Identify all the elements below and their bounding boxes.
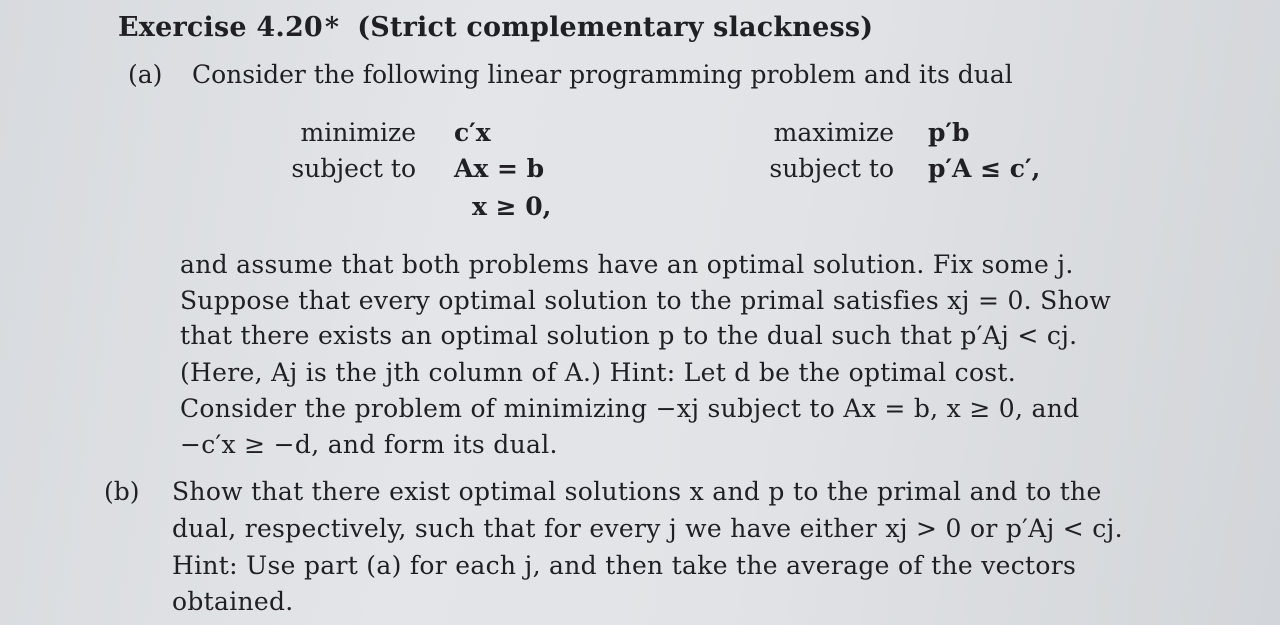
dual-objective-expression: p′b (927, 118, 970, 147)
part-a-line-5: Consider the problem of minimizing −xj subject to Ax = b, x ≥ 0, and (180, 394, 1080, 423)
exercise-star: * (324, 12, 340, 43)
part-b-label: (b) (104, 477, 140, 506)
part-a-line-6: −c′x ≥ −d, and form its dual. (180, 430, 558, 459)
exercise-subtitle: (Strict complementary slackness) (357, 12, 874, 43)
part-a-line-3: that there exists an optimal solution p to the dual such that p′Aj < cj. (180, 321, 1078, 350)
dual-objective-keyword: maximize (773, 118, 894, 147)
primal-constraint-keyword: subject to (291, 154, 416, 183)
primal-objective-expression: c′x (453, 118, 491, 147)
dual-constraint-keyword: subject to (769, 154, 894, 183)
dual-inequality-constraint: p′A ≤ c′, (927, 154, 1041, 183)
part-a-line-2: Suppose that every optimal solution to the primal satisfies xj = 0. Show (180, 286, 1112, 315)
part-b-line-4: obtained. (172, 587, 294, 616)
exercise-heading (118, 12, 873, 43)
part-a-line-1: and assume that both problems have an optimal solution. Fix some j. (180, 250, 1074, 279)
part-a-label: (a) (128, 60, 163, 89)
part-b-line-3: Hint: Use part (a) for each j, and then take the average of the vectors (172, 551, 1077, 580)
part-a-intro: Consider the following linear programming problem and its dual (192, 60, 1013, 89)
part-b-line-1: Show that there exist optimal solutions x and p to the primal and to the (172, 477, 1102, 506)
exercise-title: Exercise 4.20 (118, 12, 323, 43)
primal-equality-constraint: Ax = b (453, 154, 545, 183)
part-b-line-2: dual, respectively, such that for every j we have either xj > 0 or p′Aj < cj. (172, 514, 1123, 543)
primal-nonnegativity-constraint: x ≥ 0, (472, 192, 552, 221)
part-a-line-4: (Here, Aj is the jth column of A.) Hint: Let d be the optimal cost. (180, 358, 1017, 387)
primal-objective-keyword: minimize (300, 118, 416, 147)
